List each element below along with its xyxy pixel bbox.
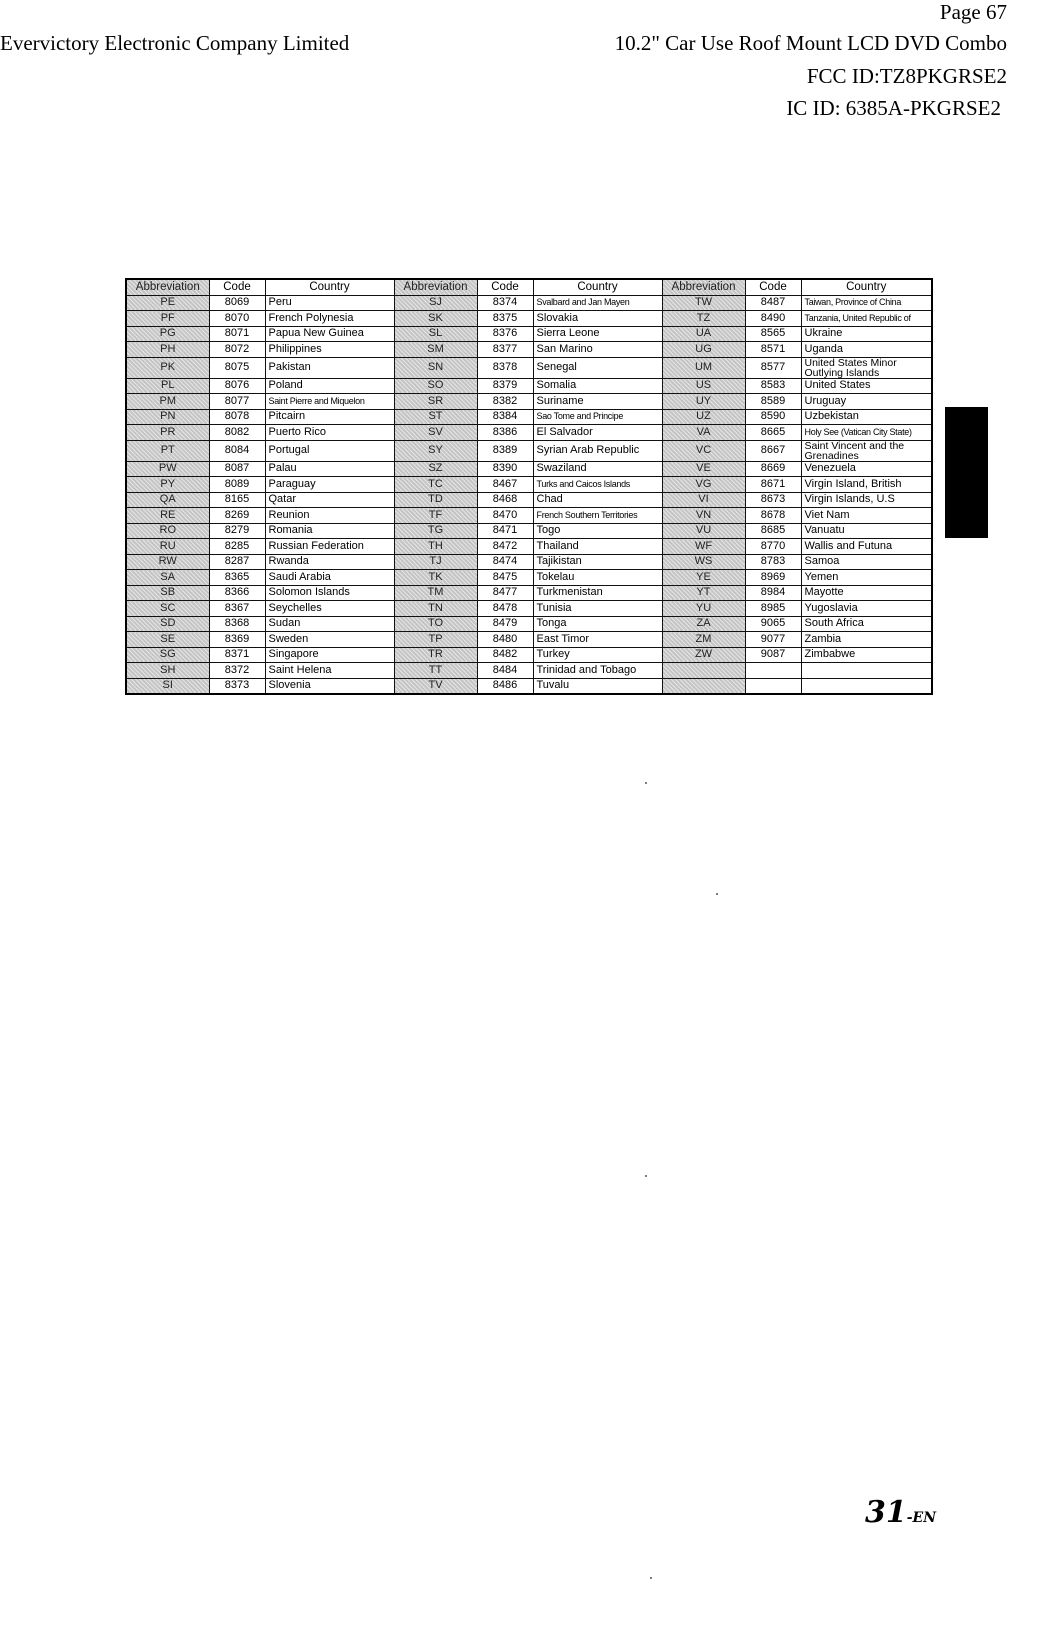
country-cell: Uruguay [801,394,932,410]
abbreviation-cell: VG [662,477,745,493]
code-cell: 8984 [745,585,801,601]
code-cell: 8490 [745,311,801,327]
code-cell: 8366 [209,585,265,601]
table-header-row [126,279,932,295]
code-cell: 8077 [209,394,265,410]
table-row [126,326,932,342]
country-cell: Qatar [265,492,394,508]
country-cell: Syrian Arab Republic [533,440,662,461]
code-cell: 8480 [477,632,533,648]
abbreviation-cell: PH [126,342,209,358]
country-cell: Yemen [801,570,932,586]
abbreviation-cell: PL [126,378,209,394]
abbreviation-cell: SH [126,663,209,679]
abbreviation-cell: SG [126,647,209,663]
column-header: Abbreviation [126,279,209,295]
code-cell: 8072 [209,342,265,358]
code-cell: 8571 [745,342,801,358]
country-cell [801,663,932,679]
country-cell: French Polynesia [265,311,394,327]
abbreviation-cell: SI [126,678,209,694]
country-cell: Venezuela [801,461,932,477]
country-cell: Ukraine [801,326,932,342]
country-cell: Uzbekistan [801,409,932,425]
abbreviation-cell: RE [126,508,209,524]
country-cell: Somalia [533,378,662,394]
column-header: Country [265,279,394,295]
code-cell: 8470 [477,508,533,524]
table-row [126,678,932,694]
scan-speck [645,1175,647,1177]
country-cell: Wallis and Futuna [801,539,932,555]
code-cell: 8285 [209,539,265,555]
abbreviation-cell: ZA [662,616,745,632]
abbreviation-cell: SC [126,601,209,617]
code-cell: 9087 [745,647,801,663]
code-cell: 8389 [477,440,533,461]
country-cell: San Marino [533,342,662,358]
abbreviation-cell: RO [126,523,209,539]
country-cell: Slovenia [265,678,394,694]
abbreviation-cell: SE [126,632,209,648]
code-cell: 8467 [477,477,533,493]
code-cell: 8279 [209,523,265,539]
code-cell: 8076 [209,378,265,394]
code-cell: 8669 [745,461,801,477]
table-row [126,378,932,394]
abbreviation-cell: PN [126,409,209,425]
abbreviation-cell: TJ [394,554,477,570]
country-cell: Russian Federation [265,539,394,555]
country-cell: United States Minor Outlying Islands [801,357,932,378]
table-row [126,342,932,358]
abbreviation-cell: TH [394,539,477,555]
abbreviation-cell: TW [662,295,745,311]
country-cell: East Timor [533,632,662,648]
country-cell: Pitcairn [265,409,394,425]
table-row [126,554,932,570]
abbreviation-cell: TT [394,663,477,679]
abbreviation-cell: RU [126,539,209,555]
code-cell: 8673 [745,492,801,508]
country-cell: Puerto Rico [265,425,394,441]
code-cell: 8472 [477,539,533,555]
country-cell: Romania [265,523,394,539]
country-cell: Suriname [533,394,662,410]
abbreviation-cell: TC [394,477,477,493]
country-cell: Sweden [265,632,394,648]
country-cell: Tonga [533,616,662,632]
table-row [126,311,932,327]
code-cell: 8390 [477,461,533,477]
code-cell: 8069 [209,295,265,311]
code-cell: 8084 [209,440,265,461]
column-header: Abbreviation [394,279,477,295]
code-cell: 8165 [209,492,265,508]
country-cell: Chad [533,492,662,508]
abbreviation-cell: SZ [394,461,477,477]
abbreviation-cell: PF [126,311,209,327]
table-row [126,616,932,632]
country-cell: Vanuatu [801,523,932,539]
code-cell: 8474 [477,554,533,570]
abbreviation-cell: VC [662,440,745,461]
scan-speck [645,782,647,784]
abbreviation-cell: TN [394,601,477,617]
code-cell: 8386 [477,425,533,441]
country-cell: Sierra Leone [533,326,662,342]
code-cell: 8685 [745,523,801,539]
table-row [126,409,932,425]
abbreviation-cell [662,663,745,679]
abbreviation-cell: SY [394,440,477,461]
country-cell: Uganda [801,342,932,358]
code-cell [745,663,801,679]
code-cell: 8369 [209,632,265,648]
abbreviation-cell: TD [394,492,477,508]
abbreviation-cell: PM [126,394,209,410]
abbreviation-cell: TP [394,632,477,648]
abbreviation-cell: ZW [662,647,745,663]
abbreviation-cell: SK [394,311,477,327]
country-cell: Pakistan [265,357,394,378]
country-cell: Tunisia [533,601,662,617]
country-cell: Tuvalu [533,678,662,694]
code-cell: 8577 [745,357,801,378]
table-row [126,461,932,477]
code-cell: 8087 [209,461,265,477]
code-cell: 8482 [477,647,533,663]
scan-speck [650,1577,652,1579]
table-row [126,508,932,524]
country-cell: Tokelau [533,570,662,586]
fcc-id: FCC ID:TZ8PKGRSE2 [806,64,1007,88]
abbreviation-cell: VI [662,492,745,508]
country-cell: Zambia [801,632,932,648]
code-cell: 8484 [477,663,533,679]
country-cell: Trinidad and Tobago [533,663,662,679]
abbreviation-cell: VE [662,461,745,477]
abbreviation-cell: VA [662,425,745,441]
abbreviation-cell: TO [394,616,477,632]
country-cell: Rwanda [265,554,394,570]
abbreviation-cell: UZ [662,409,745,425]
table-row [126,601,932,617]
scan-speck [716,893,718,895]
country-cell: Poland [265,378,394,394]
country-cell: Turks and Caicos Islands [533,477,662,493]
code-cell: 8969 [745,570,801,586]
country-cell: Reunion [265,508,394,524]
country-code-table [125,278,933,695]
column-header: Code [745,279,801,295]
footer-page-number [865,1495,936,1530]
country-cell: Saudi Arabia [265,570,394,586]
code-cell: 9077 [745,632,801,648]
country-cell: Palau [265,461,394,477]
code-cell: 8565 [745,326,801,342]
abbreviation-cell: PW [126,461,209,477]
country-cell: South Africa [801,616,932,632]
footer-page-digits: 31 [865,1495,907,1530]
code-cell: 8365 [209,570,265,586]
abbreviation-cell: YU [662,601,745,617]
code-cell: 8367 [209,601,265,617]
code-cell: 8377 [477,342,533,358]
abbreviation-cell: TZ [662,311,745,327]
country-cell: Saint Pierre and Miquelon [265,394,394,410]
code-cell: 8471 [477,523,533,539]
abbreviation-cell: VN [662,508,745,524]
code-cell: 8078 [209,409,265,425]
country-cell: Virgin Island, British [801,477,932,493]
table-row [126,425,932,441]
abbreviation-cell: TG [394,523,477,539]
table-row [126,477,932,493]
code-cell: 8368 [209,616,265,632]
country-cell: Senegal [533,357,662,378]
abbreviation-cell: UY [662,394,745,410]
code-cell: 8985 [745,601,801,617]
country-cell: Papua New Guinea [265,326,394,342]
code-cell: 8070 [209,311,265,327]
code-cell: 8372 [209,663,265,679]
abbreviation-cell: WF [662,539,745,555]
abbreviation-cell: PT [126,440,209,461]
country-cell: Tajikistan [533,554,662,570]
abbreviation-cell: TV [394,678,477,694]
country-cell: Turkmenistan [533,585,662,601]
code-cell [745,678,801,694]
abbreviation-cell: WS [662,554,745,570]
table-row [126,357,932,378]
footer-page-suffix: -EN [906,1510,937,1526]
country-cell: Philippines [265,342,394,358]
code-cell: 8665 [745,425,801,441]
abbreviation-cell: PY [126,477,209,493]
code-cell: 8371 [209,647,265,663]
abbreviation-cell [662,678,745,694]
abbreviation-cell: SO [394,378,477,394]
abbreviation-cell: SN [394,357,477,378]
country-cell: Zimbabwe [801,647,932,663]
abbreviation-cell: VU [662,523,745,539]
abbreviation-cell: US [662,378,745,394]
abbreviation-cell: SA [126,570,209,586]
code-cell: 8071 [209,326,265,342]
abbreviation-cell: SR [394,394,477,410]
abbreviation-cell: SM [394,342,477,358]
abbreviation-cell: SB [126,585,209,601]
column-header: Code [209,279,265,295]
code-cell: 8678 [745,508,801,524]
code-cell: 8373 [209,678,265,694]
abbreviation-cell: PG [126,326,209,342]
table-row [126,440,932,461]
code-cell: 9065 [745,616,801,632]
code-cell: 8487 [745,295,801,311]
abbreviation-cell: TM [394,585,477,601]
table-row [126,585,932,601]
code-cell: 8378 [477,357,533,378]
code-cell: 8770 [745,539,801,555]
column-header: Code [477,279,533,295]
column-header: Abbreviation [662,279,745,295]
page-number-label: Page 67 [939,0,1007,24]
table-row [126,295,932,311]
code-cell: 8583 [745,378,801,394]
abbreviation-cell: YT [662,585,745,601]
country-cell: Mayotte [801,585,932,601]
code-cell: 8589 [745,394,801,410]
abbreviation-cell: UA [662,326,745,342]
table-row [126,647,932,663]
abbreviation-cell: UM [662,357,745,378]
code-cell: 8379 [477,378,533,394]
country-cell: Singapore [265,647,394,663]
code-cell: 8468 [477,492,533,508]
code-cell: 8486 [477,678,533,694]
code-cell: 8590 [745,409,801,425]
company-name: Evervictory Electronic Company Limited [0,31,350,55]
country-cell: Holy See (Vatican City State) [801,425,932,441]
country-cell: Saint Helena [265,663,394,679]
table-row [126,632,932,648]
abbreviation-cell: TF [394,508,477,524]
country-cell: Tanzania, United Republic of [801,311,932,327]
code-cell: 8479 [477,616,533,632]
ic-id: IC ID: 6385A-PKGRSE2 [786,96,1001,120]
table-row [126,570,932,586]
country-cell: Taiwan, Province of China [801,295,932,311]
country-cell: Swaziland [533,461,662,477]
abbreviation-cell: ZM [662,632,745,648]
table-row [126,539,932,555]
country-cell: Sudan [265,616,394,632]
table-row [126,663,932,679]
country-cell: Portugal [265,440,394,461]
abbreviation-cell: PE [126,295,209,311]
country-cell: Slovakia [533,311,662,327]
abbreviation-cell: RW [126,554,209,570]
country-cell: United States [801,378,932,394]
country-cell: Sao Tome and Principe [533,409,662,425]
country-cell: Saint Vincent and the Grenadines [801,440,932,461]
table-body [126,295,932,694]
country-cell: Peru [265,295,394,311]
abbreviation-cell: QA [126,492,209,508]
abbreviation-cell: PK [126,357,209,378]
country-cell: Paraguay [265,477,394,493]
country-cell: Seychelles [265,601,394,617]
country-cell: Turkey [533,647,662,663]
abbreviation-cell: SD [126,616,209,632]
code-cell: 8089 [209,477,265,493]
country-cell: Yugoslavia [801,601,932,617]
code-cell: 8082 [209,425,265,441]
code-cell: 8376 [477,326,533,342]
code-cell: 8382 [477,394,533,410]
country-cell: Thailand [533,539,662,555]
section-tab-marker [945,407,988,538]
column-header: Country [533,279,662,295]
code-cell: 8374 [477,295,533,311]
abbreviation-cell: YE [662,570,745,586]
code-cell: 8478 [477,601,533,617]
country-cell: French Southern Territories [533,508,662,524]
table-row [126,492,932,508]
code-cell: 8671 [745,477,801,493]
code-cell: 8477 [477,585,533,601]
abbreviation-cell: SL [394,326,477,342]
abbreviation-cell: SV [394,425,477,441]
abbreviation-cell: TR [394,647,477,663]
country-cell [801,678,932,694]
code-cell: 8287 [209,554,265,570]
abbreviation-cell: ST [394,409,477,425]
abbreviation-cell: UG [662,342,745,358]
abbreviation-cell: PR [126,425,209,441]
country-cell: Virgin Islands, U.S [801,492,932,508]
code-cell: 8783 [745,554,801,570]
table-row [126,523,932,539]
country-cell: Viet Nam [801,508,932,524]
country-cell: Svalbard and Jan Mayen [533,295,662,311]
code-cell: 8269 [209,508,265,524]
product-title: 10.2" Car Use Roof Mount LCD DVD Combo [614,31,1007,55]
code-cell: 8667 [745,440,801,461]
abbreviation-cell: SJ [394,295,477,311]
country-cell: El Salvador [533,425,662,441]
table-row [126,394,932,410]
code-cell: 8384 [477,409,533,425]
column-header: Country [801,279,932,295]
code-cell: 8375 [477,311,533,327]
code-cell: 8475 [477,570,533,586]
code-cell: 8075 [209,357,265,378]
abbreviation-cell: TK [394,570,477,586]
country-cell: Samoa [801,554,932,570]
country-cell: Solomon Islands [265,585,394,601]
country-cell: Togo [533,523,662,539]
